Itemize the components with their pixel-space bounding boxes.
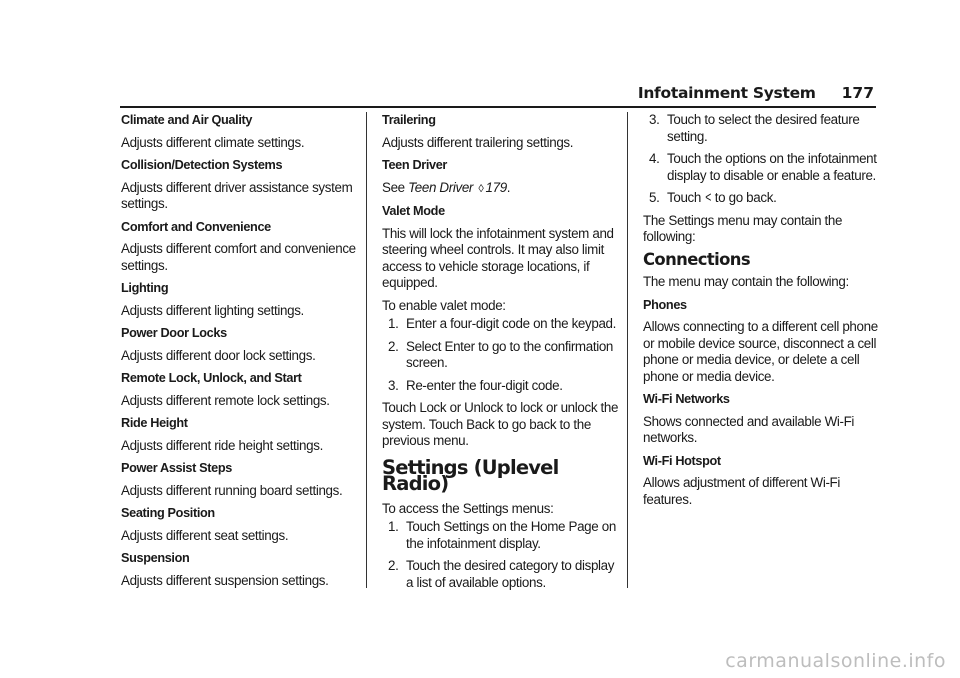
list-item: 2. Select Enter to go to the confirmation screen. — [388, 338, 614, 370]
setting-description: Adjusts different remote lock settings. — [121, 392, 330, 408]
column-divider — [627, 112, 628, 588]
setting-description: Adjusts different comfort and convenience settings. — [121, 241, 356, 273]
setting-heading: Wi-Fi Hotspot — [643, 453, 721, 468]
steps-intro: To enable valet mode: — [382, 297, 506, 313]
list-item: 1. Touch Settings on the Home Page on the infotainment display. — [388, 519, 616, 551]
setting-heading: Seating Position — [121, 506, 215, 520]
list-item: 1. Enter a four-digit code on the keypad. — [388, 316, 617, 331]
setting-heading: Remote Lock, Unlock, and Start — [121, 371, 302, 385]
setting-description: Allows connecting to a different cell phone or mobile device source, disconnect a cell phone or media device, or delete a cell phone or media device. — [643, 319, 878, 384]
list-item: 3. Re-enter the four-digit code. — [388, 377, 563, 393]
subsection-heading: Connections — [643, 249, 750, 269]
column-2 — [382, 112, 622, 597]
setting-heading: Ride Height — [121, 416, 188, 430]
column-divider — [366, 112, 367, 588]
setting-description: Adjusts different trailering settings. — [382, 134, 574, 150]
setting-description: Allows adjustment of different Wi-Fi features. — [643, 475, 841, 507]
setting-heading: Power Door Locks — [121, 326, 227, 340]
setting-heading: Power Assist Steps — [121, 461, 232, 475]
list-item: 4. Touch the options on the infotainment display to disable or enable a feature. — [649, 151, 877, 183]
column-3 — [643, 112, 883, 514]
see-label: See — [382, 179, 405, 195]
list-item: 3. Touch to select the desired feature setting. — [649, 112, 860, 144]
setting-description: Adjusts different suspension settings. — [121, 572, 329, 588]
header-rule — [120, 106, 876, 108]
setting-heading: Suspension — [121, 551, 190, 565]
paragraph: The menu may contain the following: — [643, 274, 849, 289]
uplevel-steps — [388, 519, 622, 591]
cross-reference: See Teen Driver ◊ 179. — [382, 179, 511, 195]
section-heading: Settings (Uplevel Radio) — [382, 455, 559, 495]
setting-description: Adjusts different climate settings. — [121, 134, 305, 150]
page-number: 177 — [841, 84, 874, 102]
setting-description: Adjusts different lighting settings. — [121, 302, 304, 318]
setting-description: Touch Lock or Unlock to lock or unlock the system. Touch Back to go back to the previous menu. — [382, 400, 619, 448]
back-icon: < — [705, 189, 712, 206]
reference-link[interactable]: Teen Driver — [408, 179, 474, 195]
setting-heading: Valet Mode — [382, 204, 445, 218]
page-ref-icon: ◊ — [478, 182, 484, 195]
setting-heading: Trailering — [382, 113, 436, 127]
valet-steps — [388, 316, 622, 394]
list-item: 2. Touch the desired category to display a list of available options. — [388, 558, 615, 590]
column-1 — [121, 112, 361, 595]
reference-page[interactable]: 179 — [485, 179, 507, 195]
setting-heading: Phones — [643, 297, 687, 312]
setting-heading: Climate and Air Quality — [121, 113, 253, 127]
section-title: Infotainment System — [637, 84, 816, 102]
setting-description: Adjusts different door lock settings. — [121, 347, 316, 363]
steps-intro: To access the Settings menus: — [382, 500, 554, 516]
setting-heading: Collision/Detection Systems — [121, 158, 283, 172]
uplevel-steps-continued — [649, 112, 883, 207]
setting-description: Adjusts different running board settings. — [121, 482, 343, 498]
watermark: carmanualsonline.info — [725, 650, 946, 672]
list-item: 5. Touch < to go back. — [649, 189, 777, 206]
setting-heading: Wi-Fi Networks — [643, 392, 730, 406]
setting-heading: Teen Driver — [382, 158, 448, 172]
setting-description: Adjusts different seat settings. — [121, 527, 289, 543]
setting-description: Adjusts different driver assistance system settings. — [121, 179, 353, 211]
setting-description: Shows connected and available Wi-Fi networks. — [643, 413, 855, 445]
setting-description: This will lock the infotainment system and steering wheel controls. It may also limit access to vehicle storage locations, if equipped. — [382, 225, 614, 290]
setting-heading: Comfort and Convenience — [121, 219, 271, 234]
setting-description: Adjusts different ride height settings. — [121, 437, 323, 453]
setting-heading: Lighting — [121, 281, 169, 295]
page-header — [638, 84, 874, 102]
paragraph: The Settings menu may contain the following: — [643, 212, 843, 244]
